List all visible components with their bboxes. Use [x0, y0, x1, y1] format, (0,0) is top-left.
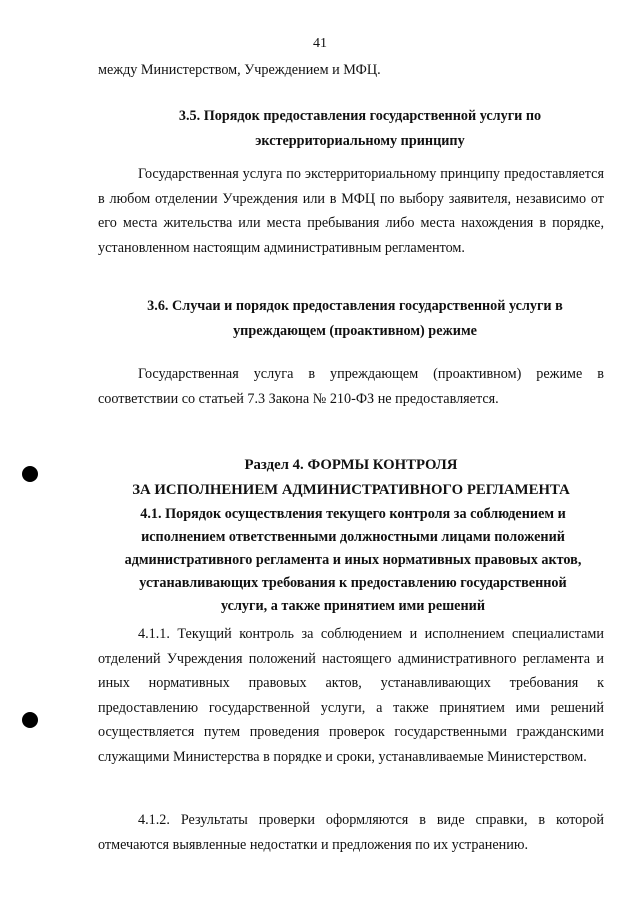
- punch-hole-mark: [22, 466, 38, 482]
- section-4-1-heading-line2: исполнением ответственными должностными лицами положений: [141, 529, 565, 545]
- section-3-5-heading: [140, 104, 580, 153]
- section-3-6-heading-line2: упреждающем (проактивном) режиме: [233, 322, 477, 339]
- paragraph-4-1-1: 4.1.1. Текущий контроль за соблюдением и исполнением специалистами отделений Учреждения положений настоящего административного регламента и иных нормативных правовых актов, устанавливающих требования к предоставлению государственной услуги, а также принятием ими решений осуществляется путем проведения проверок государственными гражданскими служащими Министерства в порядке и сроки, устанавливаемые Министерством.: [98, 626, 604, 765]
- page-number: 41: [313, 36, 327, 51]
- section-3-5-heading-line1: 3.5. Порядок предоставления государственной услуги по: [178, 108, 542, 124]
- part-4-title-line1: Раздел 4. ФОРМЫ КОНТРОЛЯ: [244, 457, 458, 473]
- section-3-6-paragraph: Государственная услуга в упреждающем (проактивном) режиме в соответствии со статьей 7.3 Закона № 210-ФЗ не предоставляется.: [98, 366, 604, 407]
- section-4-1-heading-line1: 4.1. Порядок осуществления текущего контроля за соблюдением и: [140, 506, 566, 522]
- paragraph-4-1-2: 4.1.2. Результаты проверки оформляются в виде справки, в которой отмечаются выявленные недостатки и предложения по их устранению.: [98, 812, 604, 853]
- section-4-1-heading-line5: услуги, а также принятием ими решений: [221, 598, 485, 614]
- part-4-title-line2: ЗА ИСПОЛНЕНИЕМ АДМИНИСТРАТИВНОГО РЕГЛАМЕНТА: [132, 481, 570, 498]
- section-3-6-heading-line1: 3.6. Случаи и порядок предоставления государственной услуги в: [147, 298, 563, 314]
- intro-line: между Министерством, Учреждением и МФЦ.: [98, 62, 381, 78]
- part-4-title: [96, 453, 606, 502]
- section-4-1-heading: [98, 503, 608, 618]
- section-4-1-heading-line4: устанавливающих требования к предоставлению государственной: [139, 575, 567, 591]
- section-3-6-heading: [120, 294, 590, 343]
- section-3-5-paragraph: Государственная услуга по экстерриториальному принципу предоставляется в любом отделении Учреждения или в МФЦ по выбору заявителя, независимо от его места жительства или места пребывания либо места нахождения в порядке, установленном настоящим административным регламентом.: [98, 166, 604, 256]
- section-3-5-heading-line2: экстерриториальному принципу: [255, 132, 465, 149]
- punch-hole-mark: [22, 712, 38, 728]
- section-4-1-heading-line3: административного регламента и иных нормативных правовых актов,: [124, 552, 582, 568]
